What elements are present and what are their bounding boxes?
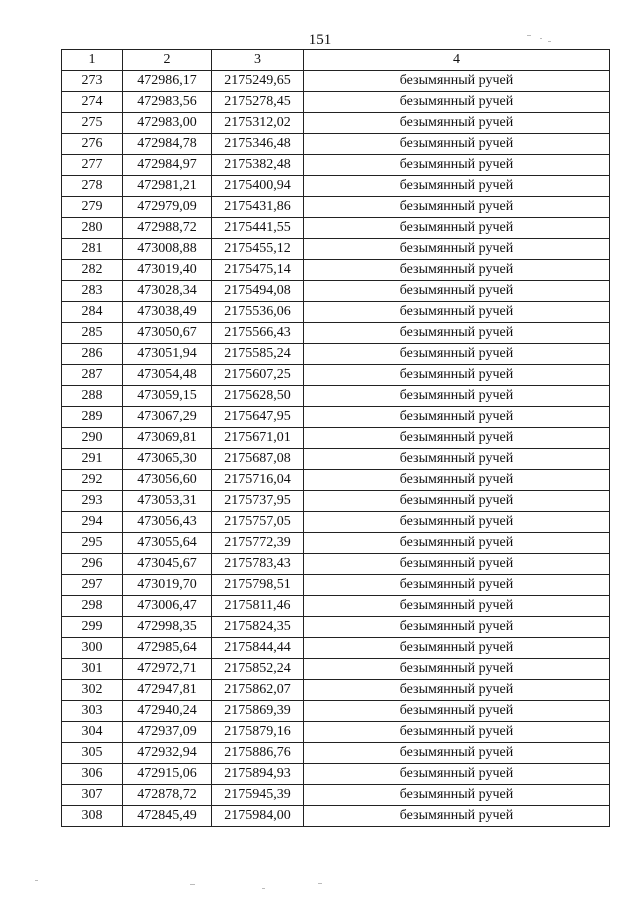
cell-y-coordinate: 2175346,48	[212, 134, 304, 155]
cell-x-coordinate: 473056,60	[123, 470, 212, 491]
table-row	[62, 176, 610, 197]
cell-y-coordinate: 2175647,95	[212, 407, 304, 428]
cell-y-coordinate: 2175869,39	[212, 701, 304, 722]
cell-point-number: 287	[62, 365, 123, 386]
scan-speck	[35, 880, 38, 881]
cell-point-number: 297	[62, 575, 123, 596]
cell-x-coordinate: 473050,67	[123, 323, 212, 344]
cell-object-name: безымянный ручей	[304, 470, 610, 491]
table-row	[62, 281, 610, 302]
cell-x-coordinate: 472986,17	[123, 71, 212, 92]
cell-x-coordinate: 473019,40	[123, 260, 212, 281]
table-row	[62, 596, 610, 617]
table-row	[62, 470, 610, 491]
cell-x-coordinate: 472988,72	[123, 218, 212, 239]
cell-object-name: безымянный ручей	[304, 113, 610, 134]
cell-x-coordinate: 472998,35	[123, 617, 212, 638]
cell-point-number: 279	[62, 197, 123, 218]
cell-x-coordinate: 472947,81	[123, 680, 212, 701]
cell-object-name: безымянный ручей	[304, 218, 610, 239]
cell-object-name: безымянный ручей	[304, 323, 610, 344]
cell-point-number: 300	[62, 638, 123, 659]
cell-x-coordinate: 473019,70	[123, 575, 212, 596]
cell-x-coordinate: 473028,34	[123, 281, 212, 302]
cell-y-coordinate: 2175671,01	[212, 428, 304, 449]
cell-y-coordinate: 2175382,48	[212, 155, 304, 176]
cell-object-name: безымянный ручей	[304, 449, 610, 470]
cell-y-coordinate: 2175494,08	[212, 281, 304, 302]
cell-y-coordinate: 2175431,86	[212, 197, 304, 218]
header-col-1: 1	[62, 50, 123, 71]
cell-x-coordinate: 473038,49	[123, 302, 212, 323]
cell-x-coordinate: 472981,21	[123, 176, 212, 197]
cell-object-name: безымянный ручей	[304, 197, 610, 218]
table-row	[62, 92, 610, 113]
cell-y-coordinate: 2175811,46	[212, 596, 304, 617]
table-header	[62, 50, 610, 71]
table-row	[62, 764, 610, 785]
page-number: 151	[308, 32, 332, 48]
cell-object-name: безымянный ручей	[304, 176, 610, 197]
cell-y-coordinate: 2175400,94	[212, 176, 304, 197]
coordinates-table	[61, 49, 610, 827]
cell-object-name: безымянный ручей	[304, 386, 610, 407]
cell-y-coordinate: 2175628,50	[212, 386, 304, 407]
cell-x-coordinate: 472845,49	[123, 806, 212, 827]
cell-point-number: 305	[62, 743, 123, 764]
table-row	[62, 365, 610, 386]
header-row	[62, 50, 610, 71]
cell-y-coordinate: 2175783,43	[212, 554, 304, 575]
cell-x-coordinate: 473051,94	[123, 344, 212, 365]
table-row	[62, 743, 610, 764]
cell-x-coordinate: 473069,81	[123, 428, 212, 449]
cell-y-coordinate: 2175455,12	[212, 239, 304, 260]
cell-object-name: безымянный ручей	[304, 554, 610, 575]
cell-point-number: 275	[62, 113, 123, 134]
cell-point-number: 278	[62, 176, 123, 197]
cell-point-number: 304	[62, 722, 123, 743]
table-row	[62, 659, 610, 680]
cell-object-name: безымянный ручей	[304, 701, 610, 722]
header-col-4: 4	[304, 50, 610, 71]
cell-point-number: 306	[62, 764, 123, 785]
cell-x-coordinate: 473008,88	[123, 239, 212, 260]
cell-point-number: 301	[62, 659, 123, 680]
cell-point-number: 274	[62, 92, 123, 113]
cell-point-number: 302	[62, 680, 123, 701]
cell-object-name: безымянный ручей	[304, 680, 610, 701]
cell-y-coordinate: 2175984,00	[212, 806, 304, 827]
cell-object-name: безымянный ручей	[304, 722, 610, 743]
header-col-3: 3	[212, 50, 304, 71]
cell-point-number: 307	[62, 785, 123, 806]
cell-y-coordinate: 2175475,14	[212, 260, 304, 281]
table-row	[62, 239, 610, 260]
cell-point-number: 298	[62, 596, 123, 617]
cell-point-number: 289	[62, 407, 123, 428]
cell-y-coordinate: 2175772,39	[212, 533, 304, 554]
cell-y-coordinate: 2175441,55	[212, 218, 304, 239]
table-row	[62, 386, 610, 407]
cell-x-coordinate: 472983,56	[123, 92, 212, 113]
cell-x-coordinate: 472878,72	[123, 785, 212, 806]
table-row	[62, 575, 610, 596]
cell-point-number: 281	[62, 239, 123, 260]
cell-object-name: безымянный ручей	[304, 806, 610, 827]
table-row	[62, 533, 610, 554]
cell-x-coordinate: 473006,47	[123, 596, 212, 617]
table-row	[62, 617, 610, 638]
header-col-2: 2	[123, 50, 212, 71]
table-row	[62, 113, 610, 134]
cell-point-number: 294	[62, 512, 123, 533]
table-row	[62, 701, 610, 722]
cell-point-number: 283	[62, 281, 123, 302]
cell-object-name: безымянный ручей	[304, 491, 610, 512]
cell-y-coordinate: 2175607,25	[212, 365, 304, 386]
table-row	[62, 554, 610, 575]
cell-x-coordinate: 473055,64	[123, 533, 212, 554]
table-row	[62, 491, 610, 512]
table-row	[62, 134, 610, 155]
cell-point-number: 285	[62, 323, 123, 344]
cell-object-name: безымянный ручей	[304, 596, 610, 617]
table-row	[62, 722, 610, 743]
cell-object-name: безымянный ручей	[304, 743, 610, 764]
cell-y-coordinate: 2175737,95	[212, 491, 304, 512]
table-row	[62, 323, 610, 344]
cell-point-number: 308	[62, 806, 123, 827]
cell-object-name: безымянный ручей	[304, 155, 610, 176]
cell-object-name: безымянный ручей	[304, 575, 610, 596]
cell-object-name: безымянный ручей	[304, 134, 610, 155]
cell-object-name: безымянный ручей	[304, 407, 610, 428]
table-row	[62, 344, 610, 365]
cell-point-number: 299	[62, 617, 123, 638]
cell-y-coordinate: 2175249,65	[212, 71, 304, 92]
cell-point-number: 303	[62, 701, 123, 722]
cell-object-name: безымянный ручей	[304, 638, 610, 659]
cell-y-coordinate: 2175798,51	[212, 575, 304, 596]
scan-speck	[262, 888, 265, 889]
cell-x-coordinate: 472932,94	[123, 743, 212, 764]
cell-point-number: 282	[62, 260, 123, 281]
cell-y-coordinate: 2175844,44	[212, 638, 304, 659]
table-body	[62, 71, 610, 827]
cell-object-name: безымянный ручей	[304, 764, 610, 785]
cell-x-coordinate: 472985,64	[123, 638, 212, 659]
cell-y-coordinate: 2175566,43	[212, 323, 304, 344]
cell-point-number: 280	[62, 218, 123, 239]
cell-object-name: безымянный ручей	[304, 302, 610, 323]
cell-point-number: 277	[62, 155, 123, 176]
cell-point-number: 288	[62, 386, 123, 407]
cell-y-coordinate: 2175852,24	[212, 659, 304, 680]
cell-x-coordinate: 472984,78	[123, 134, 212, 155]
cell-object-name: безымянный ручей	[304, 785, 610, 806]
cell-point-number: 293	[62, 491, 123, 512]
cell-object-name: безымянный ручей	[304, 428, 610, 449]
table-row	[62, 512, 610, 533]
table-row	[62, 260, 610, 281]
cell-x-coordinate: 473045,67	[123, 554, 212, 575]
cell-x-coordinate: 473065,30	[123, 449, 212, 470]
cell-y-coordinate: 2175312,02	[212, 113, 304, 134]
cell-object-name: безымянный ручей	[304, 617, 610, 638]
table-row	[62, 407, 610, 428]
cell-x-coordinate: 472984,97	[123, 155, 212, 176]
cell-y-coordinate: 2175945,39	[212, 785, 304, 806]
cell-y-coordinate: 2175757,05	[212, 512, 304, 533]
scan-speck	[318, 883, 322, 884]
table-row	[62, 155, 610, 176]
cell-y-coordinate: 2175894,93	[212, 764, 304, 785]
table-row	[62, 218, 610, 239]
cell-object-name: безымянный ручей	[304, 365, 610, 386]
cell-y-coordinate: 2175536,06	[212, 302, 304, 323]
cell-object-name: безымянный ручей	[304, 260, 610, 281]
table-row	[62, 638, 610, 659]
cell-y-coordinate: 2175862,07	[212, 680, 304, 701]
cell-point-number: 273	[62, 71, 123, 92]
cell-point-number: 286	[62, 344, 123, 365]
cell-object-name: безымянный ручей	[304, 92, 610, 113]
cell-y-coordinate: 2175716,04	[212, 470, 304, 491]
cell-x-coordinate: 472979,09	[123, 197, 212, 218]
cell-x-coordinate: 473056,43	[123, 512, 212, 533]
cell-object-name: безымянный ручей	[304, 344, 610, 365]
cell-object-name: безымянный ручей	[304, 659, 610, 680]
cell-point-number: 295	[62, 533, 123, 554]
cell-y-coordinate: 2175278,45	[212, 92, 304, 113]
cell-y-coordinate: 2175687,08	[212, 449, 304, 470]
cell-x-coordinate: 473059,15	[123, 386, 212, 407]
cell-y-coordinate: 2175585,24	[212, 344, 304, 365]
cell-y-coordinate: 2175879,16	[212, 722, 304, 743]
table-row	[62, 680, 610, 701]
cell-point-number: 291	[62, 449, 123, 470]
cell-x-coordinate: 473053,31	[123, 491, 212, 512]
table-row	[62, 806, 610, 827]
cell-object-name: безымянный ручей	[304, 71, 610, 92]
cell-x-coordinate: 473067,29	[123, 407, 212, 428]
cell-x-coordinate: 472915,06	[123, 764, 212, 785]
cell-object-name: безымянный ручей	[304, 512, 610, 533]
cell-object-name: безымянный ручей	[304, 533, 610, 554]
cell-y-coordinate: 2175886,76	[212, 743, 304, 764]
cell-object-name: безымянный ручей	[304, 239, 610, 260]
table-row	[62, 197, 610, 218]
cell-y-coordinate: 2175824,35	[212, 617, 304, 638]
cell-x-coordinate: 472983,00	[123, 113, 212, 134]
table-row	[62, 449, 610, 470]
cell-point-number: 296	[62, 554, 123, 575]
table-row	[62, 71, 610, 92]
scan-speck	[190, 884, 195, 885]
cell-x-coordinate: 473054,48	[123, 365, 212, 386]
cell-x-coordinate: 472940,24	[123, 701, 212, 722]
cell-point-number: 276	[62, 134, 123, 155]
cell-x-coordinate: 472937,09	[123, 722, 212, 743]
table-row	[62, 785, 610, 806]
cell-point-number: 284	[62, 302, 123, 323]
cell-object-name: безымянный ручей	[304, 281, 610, 302]
cell-point-number: 290	[62, 428, 123, 449]
table-row	[62, 302, 610, 323]
cell-point-number: 292	[62, 470, 123, 491]
cell-x-coordinate: 472972,71	[123, 659, 212, 680]
table-row	[62, 428, 610, 449]
